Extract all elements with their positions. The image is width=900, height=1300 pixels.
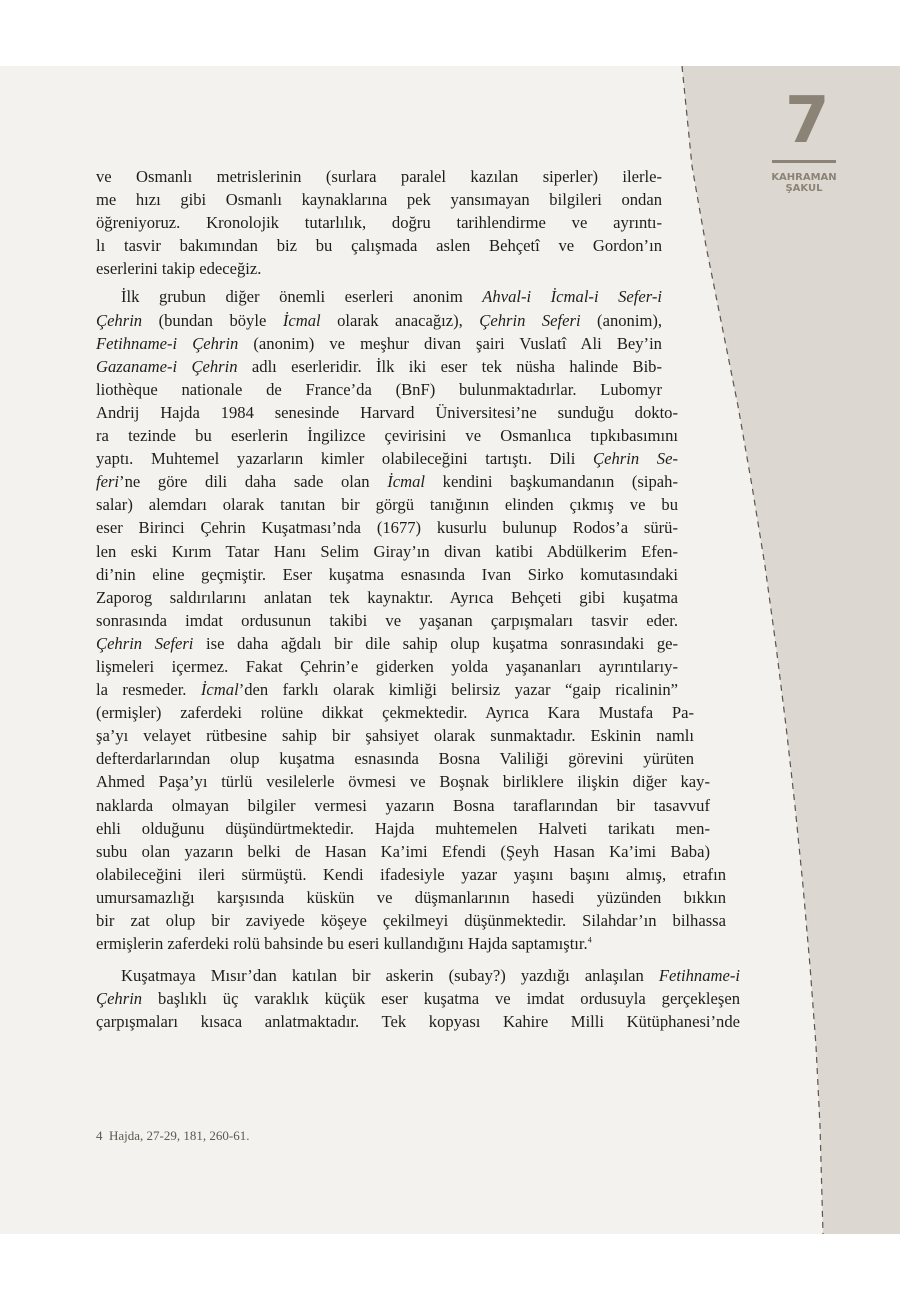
text-line: eser Birinci Çehrin Kuşatması’nda (1677) kusurlu bulunup Rodos’a sürü- [96,518,678,538]
text-line: ermişlerin zaferdeki rolü bahsinde bu eseri kullandığını Hajda saptamıştır.$^4$ [96,934,592,954]
text-line: öğreniyoruz. Kronolojik tutarlılık, doğru tarihlendirme ve ayrıntı- [96,213,662,233]
text-line: subu olan yazarın belki de Hasan Ka’imi Efendi (Şeyh Hasan Ka’imi Baba) [96,841,710,861]
text-line: Çehrin Seferi ise daha ağdalı bir dile sahip olup kuşatma sonrasındaki ge- [96,633,679,653]
text-line: Gazaname-i Çehrin adlı eserleridir. İlk iki eser tek nüsha halinde Bib- [96,356,663,376]
text-line: lişmeleri içermez. Fakat Çehrin’e giderken yolda yaşananları ayrıntılarıy- [96,656,678,676]
chapter-divider [772,160,836,163]
text-line: Fetihname-i Çehrin (anonim) ve meşhur divan şairi Vuslatî Ali Bey’in [96,333,662,353]
text-line: me hızı gibi Osmanlı kaynaklarına pek yansımayan bilgileri ondan [96,190,662,210]
footnote-text: Hajda, 27-29, 181, 260-61. [109,1128,250,1143]
text-line: naklarda olmayan bilgiler vermesi yazarın Bosna taraflarından bir tasavvuf [96,795,710,815]
text-line: Çehrin başlıklı üç varaklık küçük eser kuşatma ve imdat ordusuyla gerçekleşen [96,989,740,1009]
text-line: Çehrin (bundan böyle İcmal olarak anacağız), Çehrin Seferi (anonim), [96,310,663,330]
text-line: bir zat olup bir zaviyede köşeye çekilmeyi düşünmektedir. Silahdar’ın bilhassa [96,911,726,930]
book-page [0,66,900,1234]
text-line: ehli olduğunu düşündürtmektedir. Hajda muhtemelen Halveti tarikatı men- [96,818,710,838]
text-line: len eski Kırım Tatar Hanı Selim Giray’ın divan katibi Abdülkerim Efen- [96,541,678,561]
paragraph-3 [96,964,740,1033]
text-line: (ermişler) zaferdeki rolüne dikkat çekmektedir. Ayrıca Kara Mustafa Pa- [96,703,694,723]
text-line: umursamazlığı karşısında küskün ve düşmanlarının hasedi yüzünden bıkkın [96,887,726,907]
chapter-author [766,172,842,194]
text-line: İlk grubun diğer önemli eserleri anonim Ahval-i İcmal-i Sefer-i [121,287,662,307]
footnote [96,1128,249,1144]
chapter-author-line2: ŞAKUL [785,183,823,194]
text-line: defterdarlarından olup kuşatma esnasında Bosna Valiliği görevini yürüten [96,749,694,769]
text-line: Zaporog saldırılarını anlatan tek kaynaktır. Ayrıca Behçeti gibi kuşatma [96,587,678,607]
text-line: feri’ne göre dili daha sade olan İcmal kendini başkumandanın (sipah- [96,472,678,492]
text-line: di’nin eline geçmiştir. Eser kuşatma esnasında Ivan Sirko komutasındaki [96,564,678,584]
text-line: Ahmed Paşa’yı türlü vesilelerle övmesi ve Boşnak birliklere ilişkin diğer kay- [96,772,710,792]
text-line: lı tasvir bakımından biz bu çalışmada aslen Behçetî ve Gordon’ın [96,236,662,256]
text-line: salar) alemdarı olarak tanıtan bir görgü tanığının elinden çıkmış ve bu [96,495,678,515]
text-line: ra tezinde bu eserlerin İngilizce çevirisini ve Osmanlıca tıpkıbasımını [96,426,678,446]
paragraph-2 [96,285,740,955]
text-line: la resmeder. İcmal’den farklı olarak kimliği belirsiz yazar “gaip ricalinin” [96,680,678,700]
text-line: şa’yı velayet rütbesine sahip bir şahsiyet olarak sunmaktadır. Eskinin namlı [96,726,694,746]
text-line: yaptı. Muhtemel yazarların kimler olabileceğini tartıştı. Dili Çehrin Se- [96,449,678,469]
chapter-number: 7 [785,84,830,158]
text-line: çarpışmaları kısaca anlatmaktadır. Tek kopyası Kahire Milli Kütüphanesi’nde [96,1012,740,1032]
text-line: ve Osmanlı metrislerinin (surlara paralel kazılan siperler) ilerle- [96,167,662,186]
footnote-number: 4 [96,1128,103,1143]
text-line: Kuşatmaya Mısır’dan katılan bir askerin (subay?) yazdığı anlaşılan Fetihname-i [121,966,740,986]
paragraph-1 [96,165,740,280]
text-line: liothèque nationale de France’da (BnF) bulunmaktadırlar. Lubomyr [96,379,662,399]
body-text [96,165,740,1033]
text-line: Andrij Hajda 1984 senesinde Harvard Üniversitesi’ne sunduğu dokto- [96,402,678,422]
footnote-reference: 4 [587,935,592,945]
text-line: eserlerini takip edeceğiz. [96,259,262,279]
text-line: sonrasında imdat ordusunun takibi ve yaşanan çarpışmaları tasvir eder. [96,610,678,630]
chapter-author-line1: KAHRAMAN [771,172,837,183]
text-line: olabileceğini ileri sürmüştü. Kendi ifadesiyle yazar yaşını başını almış, etrafın [96,864,726,884]
